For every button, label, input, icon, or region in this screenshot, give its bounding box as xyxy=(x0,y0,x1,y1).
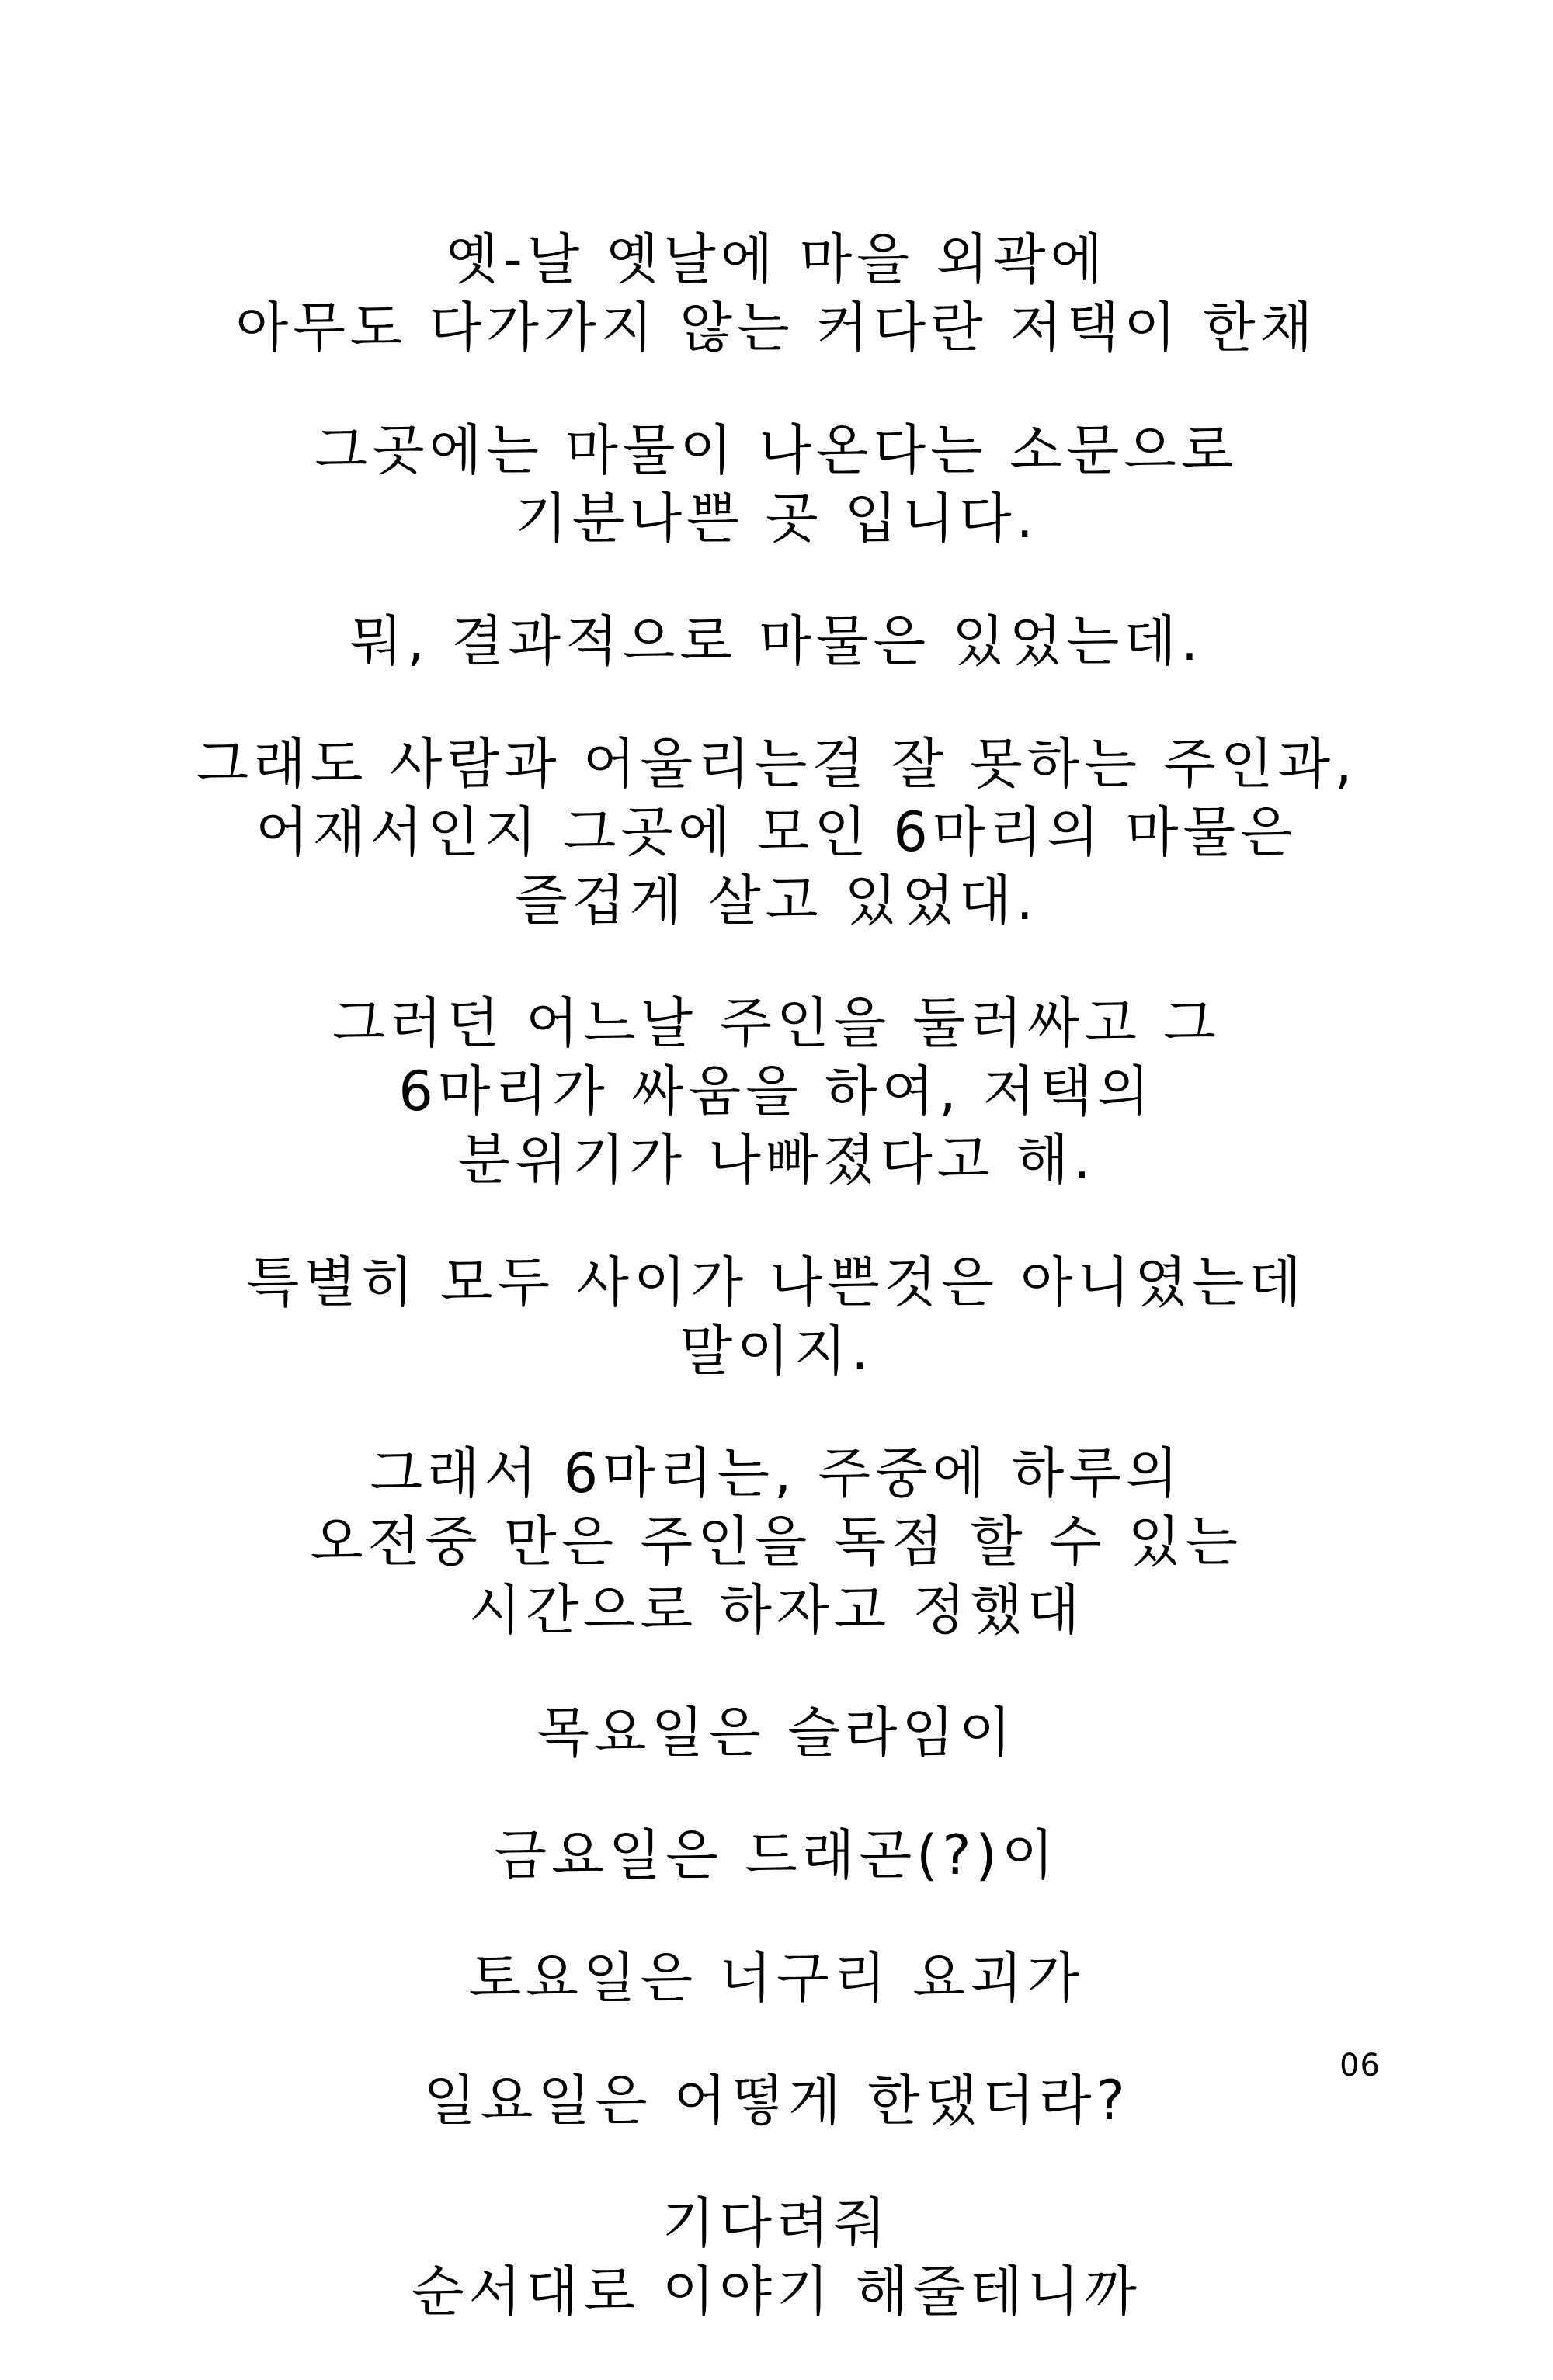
paragraph-5 xyxy=(0,989,1553,1194)
paragraph-6 xyxy=(0,1248,1553,1385)
text-line: 순서대로 이야기 해줄테니까 xyxy=(412,2260,1141,2323)
text-line: 그러던 어느날 주인을 둘러싸고 그 xyxy=(332,991,1221,1055)
text-line: 6마리가 싸움을 하여, 저택의 xyxy=(398,1060,1155,1123)
text-line: 말이지. xyxy=(679,1319,874,1383)
text-line: 분위기가 나빠졌다고 해. xyxy=(457,1128,1096,1192)
text-line: 목요일은 슬라임이 xyxy=(537,1701,1016,1764)
text-line: 금요일은 드래곤(?)이 xyxy=(494,1823,1059,1887)
paragraph-12 xyxy=(0,2189,1553,2326)
paragraph-1 xyxy=(0,225,1553,362)
paragraph-2 xyxy=(0,416,1553,553)
paragraph-4 xyxy=(0,730,1553,935)
page-number: 06 xyxy=(1339,2048,1381,2083)
text-line: 그래서 6마리는, 주중에 하루의 xyxy=(370,1442,1183,1505)
text-line: 그래도 사람과 어울리는걸 잘 못하는 주인과, xyxy=(196,732,1357,796)
text-line: 특별히 모두 사이가 나쁜것은 아니였는데 xyxy=(246,1251,1307,1314)
text-line: 그곳에는 마물이 나온다는 소문으로 xyxy=(314,418,1239,482)
text-line: 아무도 다가가지 않는 커다란 저택이 한채 xyxy=(235,296,1318,359)
text-line: 뭐, 결과적으로 마물은 있었는데. xyxy=(349,609,1204,673)
text-line: 기다려줘 xyxy=(662,2191,891,2255)
text-line: 기분나쁜 곳 입니다. xyxy=(515,487,1038,550)
text-line: 일요일은 어떻게 한댔더라? xyxy=(423,2069,1130,2132)
text-line: 시간으로 하자고 정했대 xyxy=(468,1578,1085,1642)
paragraph-7 xyxy=(0,1439,1553,1644)
paragraph-8 xyxy=(0,1698,1553,1767)
story-text xyxy=(0,225,1553,2380)
text-line: 옛-날 옛날에 마을 외곽에 xyxy=(445,227,1108,291)
paragraph-3 xyxy=(0,607,1553,675)
paragraph-11 xyxy=(0,2066,1553,2135)
text-line: 어재서인지 그곳에 모인 6마리의 마물은 xyxy=(255,800,1298,864)
text-line: 오전중 만은 주인을 독점 할 수 있는 xyxy=(310,1510,1243,1573)
paragraph-9 xyxy=(0,1821,1553,1889)
text-line: 즐겁게 살고 있었대. xyxy=(515,869,1038,932)
paragraph-10 xyxy=(0,1944,1553,2012)
text-line: 토요일은 너구리 요괴가 xyxy=(468,1946,1085,2010)
